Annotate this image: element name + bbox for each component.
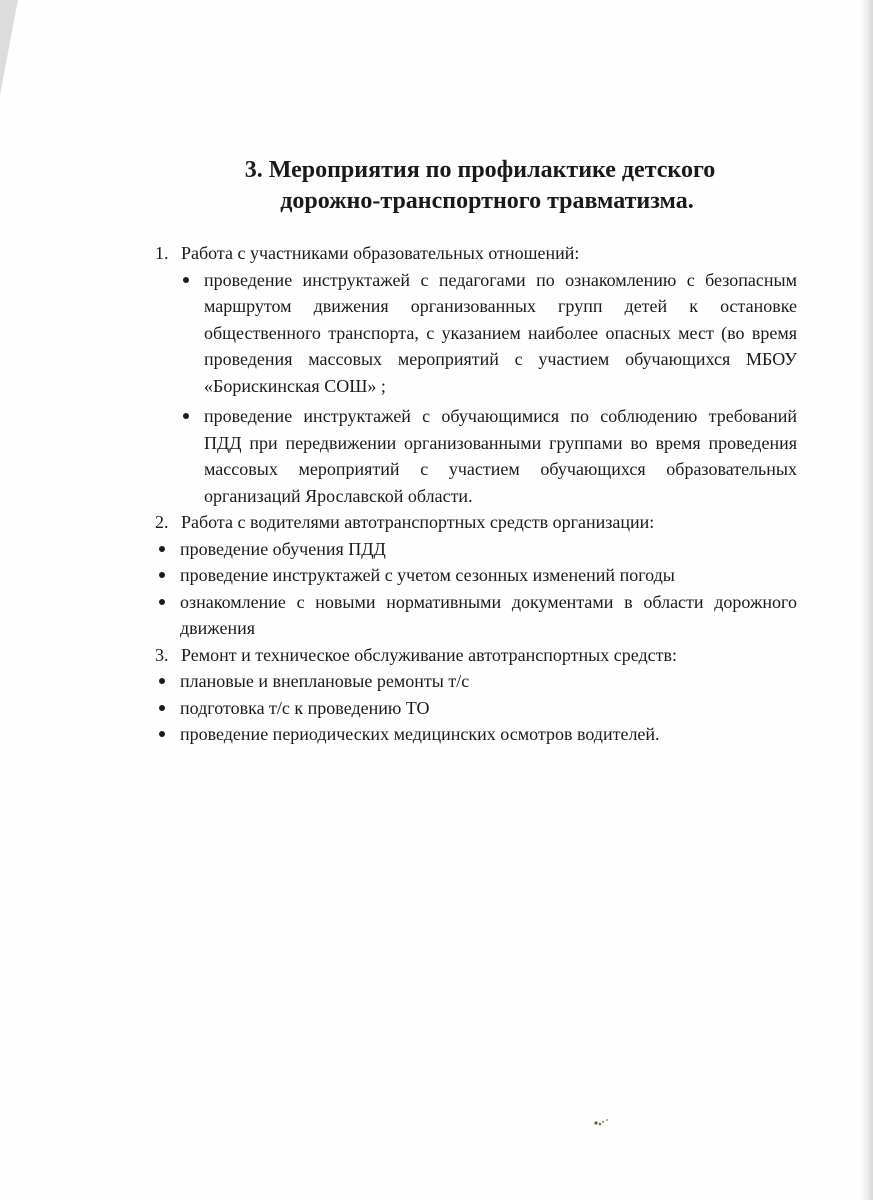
folded-corner-shadow bbox=[0, 0, 18, 95]
list-item-text: проведение обучения ПДД bbox=[180, 538, 386, 559]
section-heading-text: Работа с участниками образовательных отношений: bbox=[181, 243, 580, 263]
title-line-2: дорожно-транспортного травматизма. bbox=[280, 188, 694, 214]
bullet-icon bbox=[155, 562, 180, 589]
list-item-text: подготовка т/с к проведению ТО bbox=[180, 697, 430, 718]
bullet-icon bbox=[179, 267, 204, 400]
list-item-text: плановые и внеплановые ремонты т/с bbox=[180, 671, 470, 691]
list-item bbox=[179, 403, 797, 509]
section-title bbox=[180, 155, 780, 217]
section-1-heading bbox=[155, 240, 797, 267]
list-item-text: ознакомление с новыми нормативными документами в области дорожного движения bbox=[180, 591, 797, 638]
section-3-heading bbox=[155, 642, 797, 669]
bullet-icon bbox=[155, 695, 180, 722]
section-number: 2. bbox=[155, 512, 169, 532]
section-1-list bbox=[179, 267, 797, 510]
section-heading-text: Ремонт и техническое обслуживание автотранспортных средств: bbox=[181, 644, 678, 665]
page-edge-shadow bbox=[859, 0, 873, 1200]
bullet-icon bbox=[155, 721, 180, 748]
bullet-icon bbox=[179, 403, 204, 509]
list-item bbox=[179, 267, 797, 400]
title-line-1: 3. Мероприятия по профилактике детского bbox=[244, 157, 716, 183]
list-item-text: проведение инструктажей с обучающимися по соблюдению требований ПДД при передвижении организованными группами во время проведения массовых мероприятий с участием обучающихся образовательных организаций Ярославской области. bbox=[204, 406, 797, 506]
list-item-text: проведение периодических медицинских осмотров водителей. bbox=[180, 724, 660, 744]
document-body bbox=[155, 240, 797, 748]
section-number: 3. bbox=[155, 644, 169, 665]
bullet-icon bbox=[155, 536, 180, 563]
list-item bbox=[155, 721, 797, 748]
list-item-text: проведение инструктажей с педагогами по ознакомлению с безопасным маршрутом движения организованных групп детей к остановке общественного транспорта, с указанием наиболее опасных мест (во время проведения массовых мероприятий с участием обучающихся МБОУ «Борискинская СОШ» ; bbox=[204, 269, 797, 396]
scan-speck-mark bbox=[592, 1117, 612, 1129]
list-item bbox=[155, 562, 797, 589]
section-3-list bbox=[155, 668, 797, 748]
list-item bbox=[155, 536, 797, 563]
list-item bbox=[155, 695, 797, 722]
section-2-list bbox=[155, 536, 797, 642]
section-number: 1. bbox=[155, 243, 169, 263]
section-2-heading bbox=[155, 509, 797, 536]
list-item bbox=[155, 668, 797, 695]
bullet-icon bbox=[155, 668, 180, 695]
list-item bbox=[155, 589, 797, 642]
bullet-icon bbox=[155, 589, 180, 642]
list-item-text: проведение инструктажей с учетом сезонных изменений погоды bbox=[180, 565, 675, 585]
section-heading-text: Работа с водителями автотранспортных средств организации: bbox=[181, 512, 655, 532]
